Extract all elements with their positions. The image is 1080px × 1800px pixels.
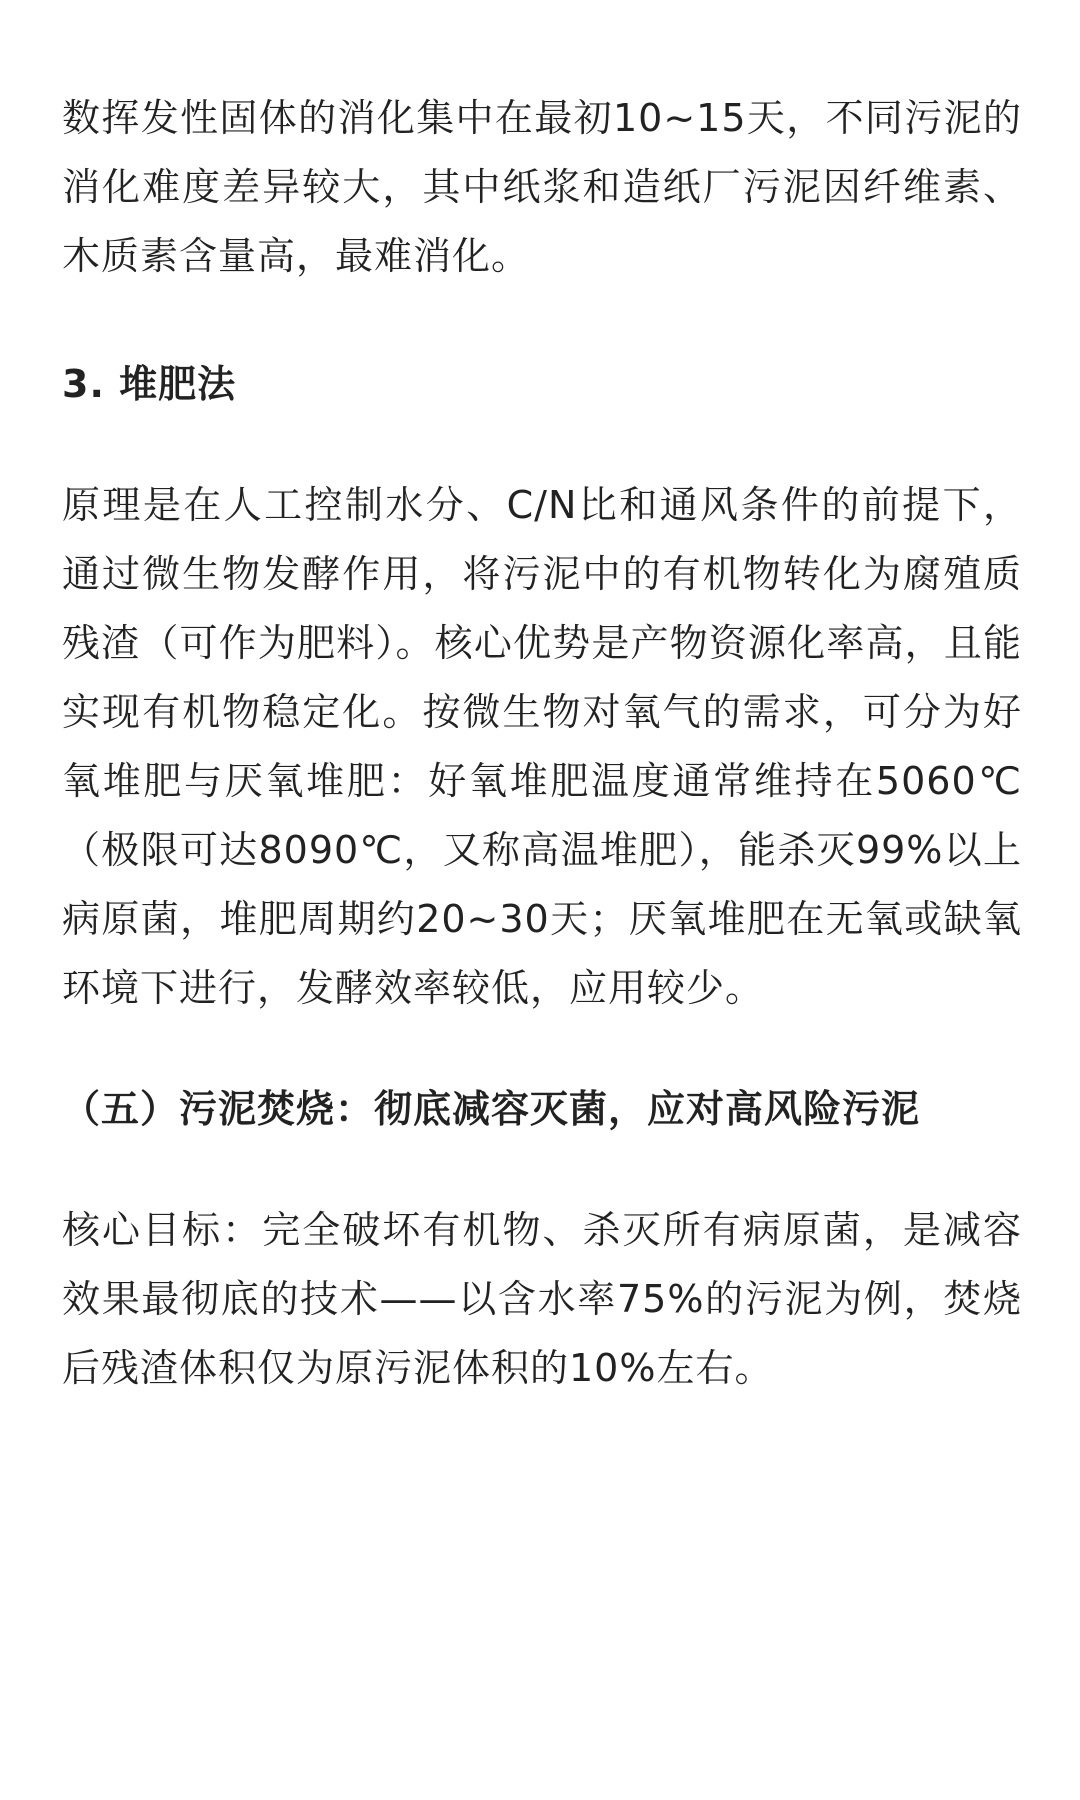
section-heading-incineration: （五）污泥焚烧：彻底减容灭菌，应对高风险污泥 bbox=[62, 1087, 921, 1131]
paragraph-composting: 原理是在人工控制水分、C/N比和通风条件的前提下，通过微生物发酵作用，将污泥中的有机物转化为腐殖质残渣（可作为肥料）。核心优势是产物资源化率高，且能实现有机物稳定化。按微生物对氧气的需求，可分为好氧堆肥与厌氧堆肥：好氧堆肥温度通常维持在5060℃（极限可达8090℃，又称高温堆肥），能杀灭99%以上病原菌，堆肥周期约20~30天；厌氧堆肥在无氧或缺氧环境下进行，发酵效率较低，应用较少。 bbox=[62, 483, 1022, 1010]
paragraph-digestion: 数挥发性固体的消化集中在最初10~15天，不同污泥的消化难度差异较大，其中纸浆和造纸厂污泥因纤维素、木质素含量高，最难消化。 bbox=[62, 96, 1022, 278]
section-heading-composting: 3. 堆肥法 bbox=[62, 362, 237, 406]
paragraph-incineration: 核心目标：完全破坏有机物、杀灭所有病原菌，是减容效果最彻底的技术——以含水率75%的污泥为例，焚烧后残渣体积仅为原污泥体积的10%左右。 bbox=[62, 1208, 1022, 1390]
article-body bbox=[62, 84, 1022, 1403]
